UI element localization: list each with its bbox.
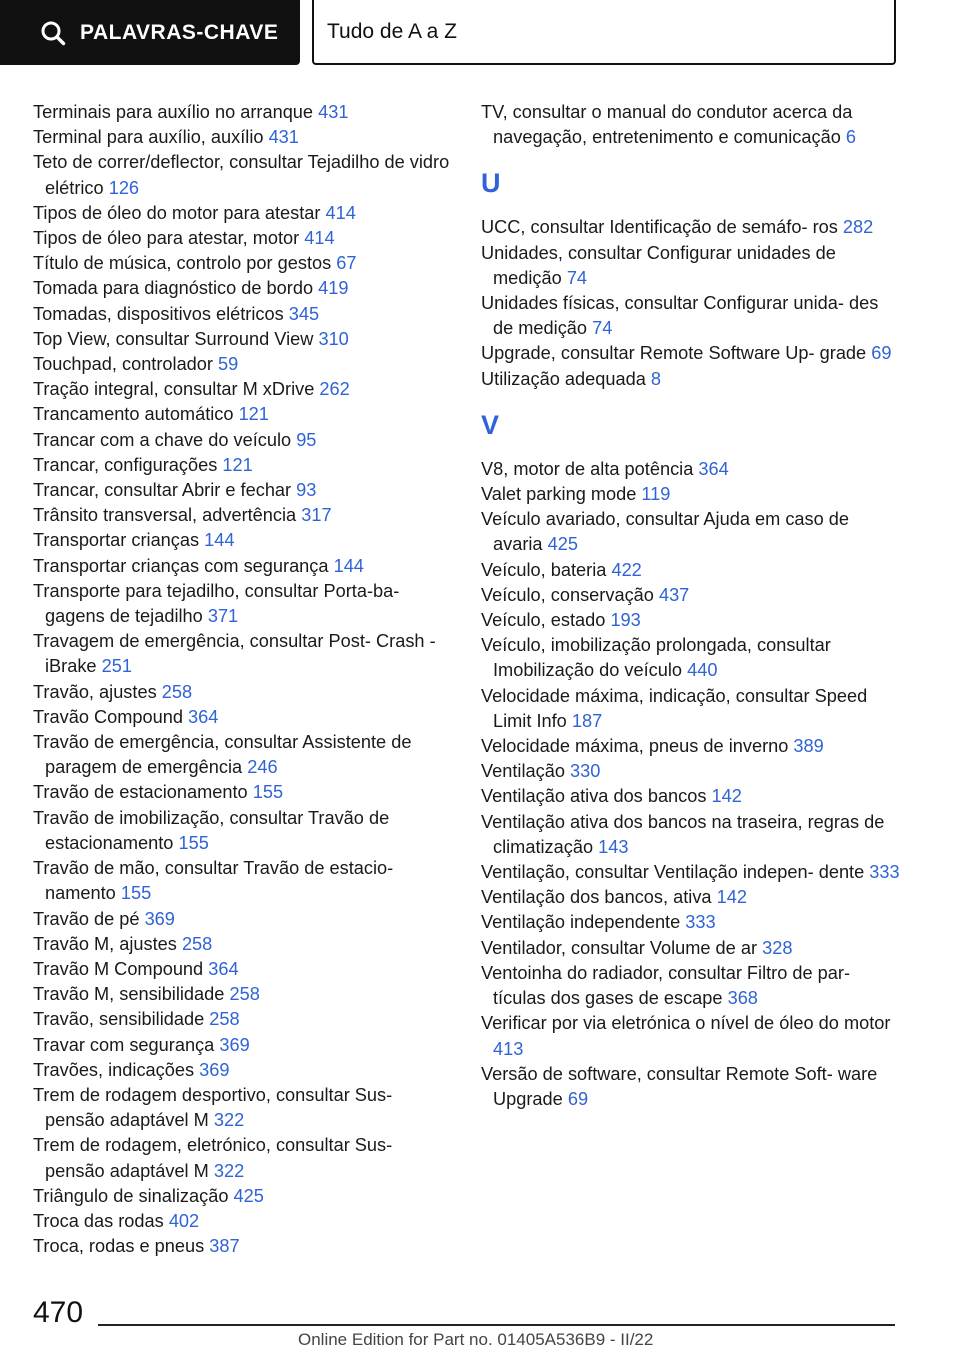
index-entry <box>33 428 453 453</box>
page-link[interactable]: 258 <box>229 984 260 1005</box>
index-entry-text: Velocidade máxima, indicação, consultar Speed Limit Info <box>481 685 868 731</box>
index-entry <box>33 276 453 301</box>
index-entry-text: Unidades físicas, consultar Configurar unida- des de medição <box>481 293 879 339</box>
index-entry-text: Trem de rodagem, eletrónico, consultar Sus- pensão adaptável M <box>33 1135 393 1181</box>
index-entry <box>33 1007 453 1032</box>
index-entry-text: Travão M, sensibilidade <box>33 984 225 1005</box>
index-entry-text: Teto de correr/deflector, consultar Tejadilho de vidro elétrico <box>33 152 450 198</box>
index-entry-text: Ventilador, consultar Volume de ar <box>481 937 758 958</box>
page-link[interactable]: 431 <box>268 127 299 148</box>
index-entry <box>481 215 901 240</box>
section-letter-u: U <box>481 168 501 199</box>
page-link[interactable]: 371 <box>207 606 239 627</box>
index-entry <box>481 734 901 759</box>
index-entry-text: Triângulo de sinalização <box>33 1185 229 1206</box>
header <box>0 0 960 68</box>
page-link[interactable]: 142 <box>711 786 742 807</box>
index-entry-text: Travão, ajustes <box>33 681 157 702</box>
index-entry-text: Tipos de óleo do motor para atestar <box>33 202 321 223</box>
index-entry <box>33 402 453 427</box>
index-entry <box>481 583 901 608</box>
search-icon <box>40 20 66 46</box>
page-link[interactable]: 317 <box>301 505 332 526</box>
index-entry-text: Trânsito transversal, advertência <box>33 505 297 526</box>
index-entry <box>481 784 901 809</box>
page-link[interactable]: 69 <box>871 343 892 364</box>
page-link[interactable]: 69 <box>567 1088 589 1109</box>
index-entry <box>33 856 453 906</box>
page-link[interactable]: 155 <box>120 883 152 904</box>
page-link[interactable]: 121 <box>222 454 253 475</box>
index-entry <box>33 982 453 1007</box>
footer-divider <box>98 1324 895 1326</box>
page-link[interactable]: 8 <box>650 368 662 389</box>
page-number: 470 <box>33 1296 84 1329</box>
page-link[interactable]: 59 <box>218 354 239 375</box>
index-entry-text: Veículo, conservação <box>481 584 654 605</box>
index-entry <box>481 910 901 935</box>
index-entry <box>481 633 901 683</box>
index-entry-text: Travão M Compound <box>33 958 204 979</box>
index-entry-text: Unidades, consultar Configurar unidades de medição <box>481 242 836 288</box>
index-entry-text: Veículo, imobilização prolongada, consultar Imobilização do veículo <box>481 635 831 681</box>
index-entry-text: Top View, consultar Surround View <box>33 328 314 349</box>
index-entry-text: Verificar por via eletrónica o nível de óleo do motor <box>481 1013 891 1034</box>
index-entry <box>33 100 453 125</box>
page-link[interactable]: 155 <box>252 782 284 803</box>
page-link[interactable]: 74 <box>566 267 588 288</box>
page-link[interactable]: 246 <box>247 757 278 778</box>
index-entry-text: UCC, consultar Identificação de semáfo- ros <box>481 217 838 238</box>
index-entry-text: Travagem de emergência, consultar Post- Crash - iBrake <box>33 631 436 677</box>
page-link[interactable]: 333 <box>869 862 900 883</box>
page-link[interactable]: 425 <box>547 534 578 555</box>
index-entry <box>481 860 901 885</box>
page-link[interactable]: 258 <box>161 681 193 702</box>
index-entry-text: Utilização adequada <box>481 368 646 389</box>
index-entry <box>481 1011 901 1061</box>
page-link[interactable]: 345 <box>288 303 320 324</box>
keywords-tab[interactable] <box>0 0 300 65</box>
index-entry <box>33 1184 453 1209</box>
index-entry <box>481 367 901 392</box>
index-entry-text: Travão de imobilização, consultar Travão de estacionamento <box>33 807 390 853</box>
index-entry <box>33 302 453 327</box>
index-entry <box>33 352 453 377</box>
index-entry <box>33 705 453 730</box>
index-entry <box>33 528 453 553</box>
index-entry <box>481 507 901 557</box>
index-entry-text: Travar com segurança <box>33 1034 215 1055</box>
index-entry-text: Troca, rodas e pneus <box>33 1236 205 1257</box>
page-link[interactable]: 440 <box>687 660 718 681</box>
page-link[interactable]: 328 <box>762 937 793 958</box>
index-entry <box>33 780 453 805</box>
page-link[interactable]: 144 <box>204 530 235 551</box>
page-link[interactable]: 369 <box>144 908 175 929</box>
index-entry <box>33 125 453 150</box>
keywords-tab-label: PALAVRAS-CHAVE <box>80 20 279 44</box>
index-entry <box>33 327 453 352</box>
page-link[interactable]: 126 <box>108 177 140 198</box>
index-entry-text: Veículo, bateria <box>481 559 607 580</box>
page-link[interactable]: 364 <box>208 958 239 979</box>
page-link[interactable]: 413 <box>493 1038 524 1059</box>
page-link[interactable]: 322 <box>213 1160 245 1181</box>
index-entry <box>33 579 453 629</box>
index-entry-text: Ventilação independente <box>481 912 681 933</box>
page-link[interactable]: 251 <box>101 656 132 677</box>
index-entry <box>33 1083 453 1133</box>
index-entry <box>481 100 901 150</box>
index-entry-text: Travão, sensibilidade <box>33 1009 205 1030</box>
index-entry <box>481 608 901 633</box>
index-entry-text: Ventoinha do radiador, consultar Filtro de par- tículas dos gases de escape <box>481 962 851 1009</box>
page-link[interactable]: 193 <box>610 610 641 631</box>
right-column <box>481 100 901 1112</box>
page-link[interactable]: 67 <box>336 253 357 274</box>
index-entry-text: Ventilação ativa dos bancos <box>481 786 707 807</box>
page-link[interactable]: 74 <box>592 318 613 339</box>
index-entry-text: Travão M, ajustes <box>33 933 177 954</box>
page-link[interactable]: 419 <box>318 278 349 299</box>
page-link[interactable]: 402 <box>168 1210 200 1231</box>
index-entry-text: Travão de pé <box>33 908 140 929</box>
index-entry <box>481 885 901 910</box>
page-link[interactable]: 262 <box>319 379 350 400</box>
index-entry-text: Valet parking mode <box>481 484 637 505</box>
index-entry <box>481 936 901 961</box>
index-entry <box>481 810 901 860</box>
index-entry-text: Trancar, consultar Abrir e fechar <box>33 480 292 501</box>
page-link[interactable]: 143 <box>598 836 629 857</box>
index-entry-text: Trancamento automático <box>33 404 234 425</box>
index-entry <box>33 1133 453 1183</box>
page-link[interactable]: 431 <box>318 102 349 122</box>
index-entry <box>33 957 453 982</box>
footer-edition-text: Online Edition for Part no. 01405A536B9 - II/22 <box>298 1330 654 1349</box>
index-entry <box>481 961 901 1011</box>
page-link[interactable]: 144 <box>333 555 364 576</box>
page-link[interactable]: 95 <box>296 429 317 450</box>
page-link[interactable]: 93 <box>296 480 317 501</box>
index-entry <box>481 684 901 734</box>
index-entry <box>481 558 901 583</box>
index-entry-text: Tipos de óleo para atestar, motor <box>33 228 300 249</box>
az-index-tab[interactable] <box>312 0 896 65</box>
index-entry <box>33 932 453 957</box>
index-entry <box>33 150 453 200</box>
index-entry <box>481 1062 901 1112</box>
index-entry-text: Ventilação <box>481 761 565 782</box>
index-entry <box>33 806 453 856</box>
index-entry-text: Tração integral, consultar M xDrive <box>33 379 315 400</box>
index-entry-text: Upgrade, consultar Remote Software Up- grade <box>481 343 867 364</box>
index-entry-text: Ventilação, consultar Ventilação indepen- dente <box>481 862 865 883</box>
index-entry-text: Ventilação dos bancos, ativa <box>481 887 712 908</box>
index-entry-text: Travão de emergência, consultar Assistente de paragem de emergência <box>33 732 412 778</box>
index-entry <box>33 251 453 276</box>
page-link[interactable]: 389 <box>793 736 824 757</box>
index-entry-text: Travões, indicações <box>33 1059 195 1080</box>
left-column <box>33 100 453 1259</box>
index-entry-text: Tomada para diagnóstico de bordo <box>33 278 314 299</box>
index-entry-text: Travão de estacionamento <box>33 782 248 803</box>
az-index-tab-label: Tudo de A a Z <box>327 19 457 43</box>
index-entry <box>481 759 901 784</box>
page-link[interactable]: 368 <box>727 988 758 1009</box>
index-entry <box>33 226 453 251</box>
index-entry-text: Veículo avariado, consultar Ajuda em caso de avaria <box>481 509 850 555</box>
index-entry-text: Travão de mão, consultar Travão de estacio- namento <box>33 858 394 904</box>
page-link[interactable]: 425 <box>233 1185 264 1206</box>
page-link[interactable]: 330 <box>570 761 601 782</box>
page-link[interactable]: 6 <box>845 127 856 148</box>
index-entry <box>33 554 453 579</box>
index-entry <box>481 341 901 366</box>
index-entry-text: Veículo, estado <box>481 610 606 631</box>
index-entry <box>33 1033 453 1058</box>
section-letter-v: V <box>481 409 500 440</box>
index-entry-text: Ventilação ativa dos bancos na traseira, regras de climatização <box>481 811 885 857</box>
page-link[interactable]: 119 <box>641 484 671 505</box>
index-entry <box>33 680 453 705</box>
index-entry-text: Terminal para auxílio, auxílio <box>33 127 264 148</box>
index-entry-text: V8, motor de alta potência <box>481 458 694 479</box>
index-entry-text: Touchpad, controlador <box>33 354 213 375</box>
index-entry-text: Trancar com a chave do veículo <box>33 429 292 450</box>
index-entry-text: Transportar crianças com segurança <box>33 555 329 576</box>
index-entry-text: Travão Compound <box>33 706 183 727</box>
page-link[interactable]: 364 <box>698 458 729 479</box>
page-link[interactable]: 369 <box>219 1034 250 1055</box>
page-link[interactable]: 387 <box>209 1236 240 1257</box>
index-entry <box>481 291 901 341</box>
index-entry-text: Trancar, configurações <box>33 454 218 475</box>
page-link[interactable]: 364 <box>188 706 219 727</box>
index-entry <box>33 907 453 932</box>
page-link[interactable]: 258 <box>209 1009 240 1030</box>
index-entry-text: Trem de rodagem desportivo, consultar Sus- pensão adaptável M <box>33 1084 393 1131</box>
index-entry-text: Transportar crianças <box>33 530 200 551</box>
page-link[interactable]: 121 <box>238 404 269 425</box>
page-link[interactable]: 422 <box>611 559 642 580</box>
page-link[interactable]: 333 <box>685 912 716 933</box>
page-link[interactable]: 142 <box>716 887 747 908</box>
index-entry-text: Versão de software, consultar Remote Soft- ware Upgrade <box>481 1063 878 1109</box>
index-entry <box>33 377 453 402</box>
page-link[interactable]: 187 <box>571 710 603 731</box>
page-link[interactable]: 282 <box>842 217 874 238</box>
index-entry <box>33 730 453 780</box>
index-entry <box>481 457 901 482</box>
page-link[interactable]: 414 <box>304 228 335 249</box>
page-link[interactable]: 369 <box>199 1059 230 1080</box>
page-link[interactable]: 414 <box>325 202 356 223</box>
index-entry <box>33 1058 453 1083</box>
page-link[interactable]: 310 <box>318 328 349 349</box>
index-entry <box>33 629 453 679</box>
index-entry <box>481 482 901 507</box>
index-entry <box>481 241 901 291</box>
index-entry-text: Terminais para auxílio no arranque <box>33 102 314 122</box>
page-link[interactable]: 437 <box>658 584 690 605</box>
index-entry-text: Velocidade máxima, pneus de inverno <box>481 736 789 757</box>
index-entry-text: Troca das rodas <box>33 1210 164 1231</box>
index-entry <box>33 503 453 528</box>
index-entry-text: Transporte para tejadilho, consultar Porta-ba- gagens de tejadilho <box>33 580 400 627</box>
page-link[interactable]: 155 <box>178 832 209 853</box>
page-link[interactable]: 258 <box>181 933 213 954</box>
index-entry-text: Tomadas, dispositivos elétricos <box>33 303 284 324</box>
index-entry <box>33 1234 453 1259</box>
index-entry-text: Título de música, controlo por gestos <box>33 253 332 274</box>
page-link[interactable]: 322 <box>213 1110 245 1131</box>
index-entry <box>33 453 453 478</box>
index-entry <box>33 1209 453 1234</box>
index-entry <box>33 201 453 226</box>
index-entry <box>33 478 453 503</box>
index-entry-text: TV, consultar o manual do condutor acerca da navegação, entretenimento e comunicação <box>481 102 853 148</box>
